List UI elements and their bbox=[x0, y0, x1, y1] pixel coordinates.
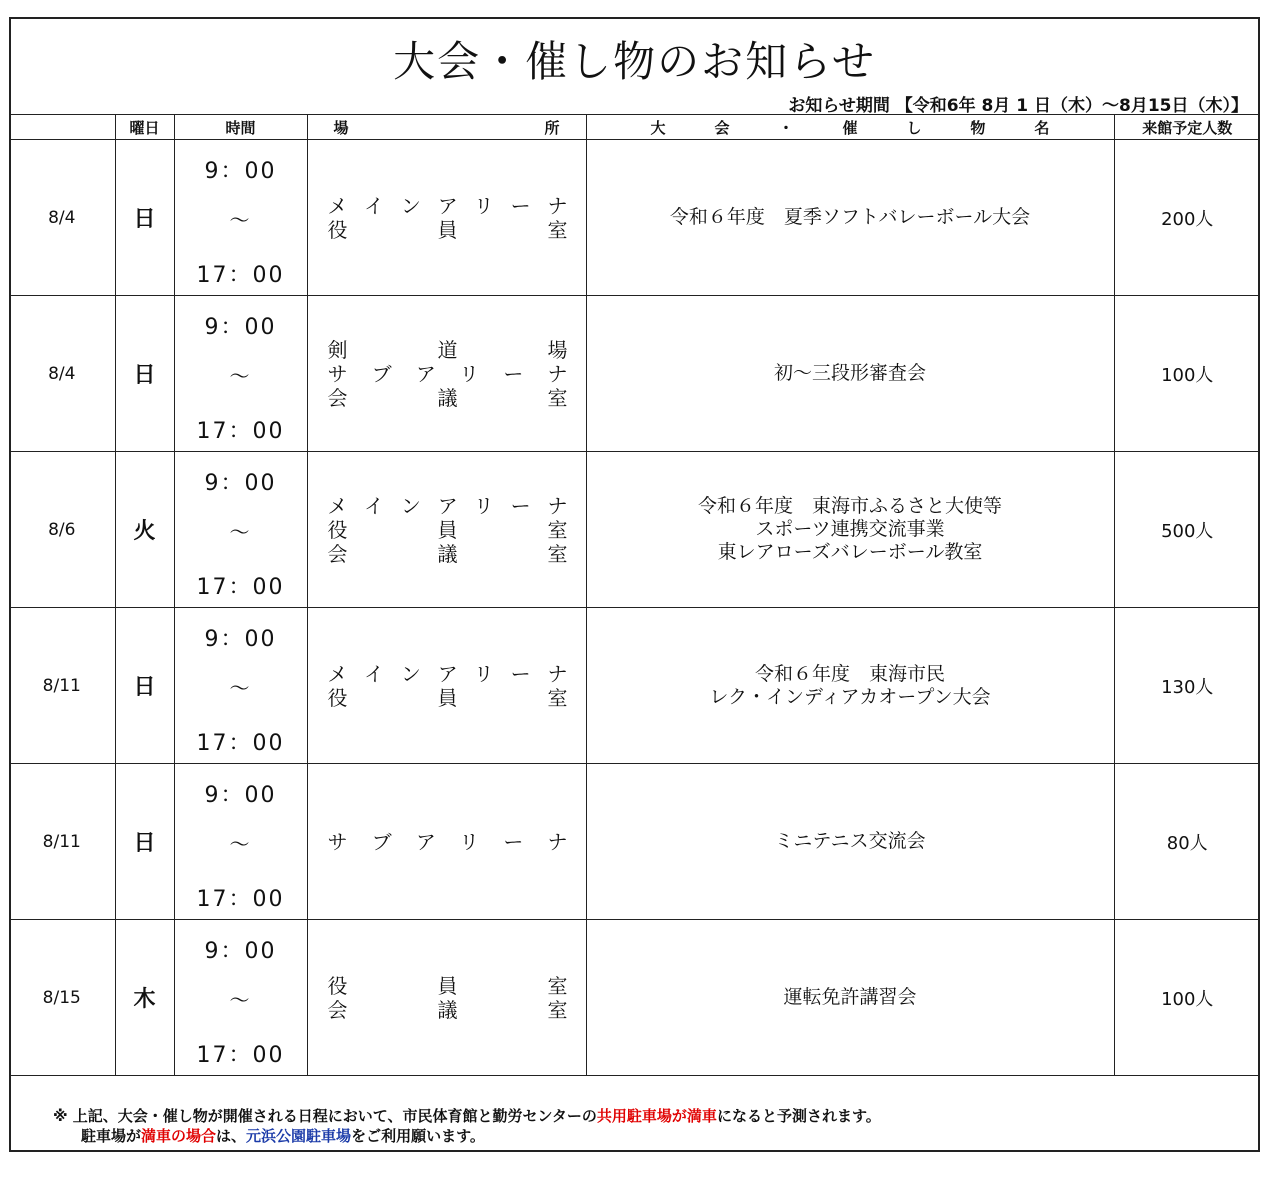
note-line-2: 駐車場が満車の場合は、元浜公園駐車場をご利用願います。 bbox=[81, 1127, 485, 1145]
time-cell bbox=[174, 764, 307, 920]
event-cell bbox=[586, 920, 1114, 1076]
time-range-tilde: ～ bbox=[229, 520, 252, 544]
header-event-char: 大 bbox=[650, 118, 666, 137]
time-cell bbox=[174, 452, 307, 608]
header-place bbox=[307, 115, 586, 140]
end-time: 17：00 bbox=[196, 419, 285, 444]
place-line: 会議室 bbox=[327, 385, 568, 410]
date-cell: 8/15 bbox=[9, 920, 115, 1076]
place-cell bbox=[307, 140, 586, 296]
time-cell bbox=[174, 920, 307, 1076]
table-row bbox=[9, 452, 1260, 608]
dow-cell: 日 bbox=[115, 296, 174, 452]
time-cell bbox=[174, 296, 307, 452]
header-count: 来館予定人数 bbox=[1114, 115, 1260, 140]
date-cell: 8/11 bbox=[9, 608, 115, 764]
event-line: スポーツ連携交流事業 bbox=[755, 518, 945, 540]
place-line: メインアリーナ bbox=[327, 193, 568, 218]
header-dow: 曜日 bbox=[115, 115, 174, 140]
end-time: 17：00 bbox=[196, 731, 285, 756]
count-cell: 80人 bbox=[1114, 764, 1260, 920]
place-line: 役員室 bbox=[327, 973, 568, 998]
date-cell: 8/11 bbox=[9, 764, 115, 920]
table-row bbox=[9, 608, 1260, 764]
note-highlight-red: 共用駐車場が満車 bbox=[596, 1107, 717, 1125]
place-line: サブアリーナ bbox=[327, 361, 568, 386]
table-row bbox=[9, 764, 1260, 920]
event-line: レク・インディアカオープン大会 bbox=[709, 685, 991, 708]
place-line: 役員室 bbox=[327, 217, 568, 242]
end-time: 17：00 bbox=[196, 887, 285, 912]
header-event-char: ・ bbox=[778, 118, 794, 137]
header-event-char: 催 bbox=[842, 118, 858, 137]
note-highlight-red: 満車の場合 bbox=[141, 1127, 217, 1145]
notice-period: お知らせ期間 【令和6年 8月 1 日（木）～8月15日（木）】 bbox=[788, 96, 1248, 116]
place-cell bbox=[307, 296, 586, 452]
dow-cell: 日 bbox=[115, 140, 174, 296]
header-place-b: 所 bbox=[544, 118, 560, 137]
event-cell bbox=[586, 140, 1114, 296]
header-event-char: し bbox=[906, 118, 922, 137]
end-time: 17：00 bbox=[196, 263, 285, 288]
header-event-char: 物 bbox=[970, 118, 986, 137]
event-cell bbox=[586, 608, 1114, 764]
event-line: 東レアローズバレーボール教室 bbox=[717, 541, 983, 563]
place-cell bbox=[307, 920, 586, 1076]
place-cell bbox=[307, 608, 586, 764]
event-cell bbox=[586, 764, 1114, 920]
table-row bbox=[9, 920, 1260, 1076]
time-range-tilde: ～ bbox=[229, 832, 252, 856]
end-time: 17：00 bbox=[196, 575, 285, 600]
time-range-tilde: ～ bbox=[229, 208, 252, 232]
note-highlight-blue: 元浜公園駐車場 bbox=[246, 1127, 352, 1145]
time-range-tilde: ～ bbox=[229, 676, 252, 700]
place-line: メインアリーナ bbox=[327, 493, 568, 518]
event-line: 令和６年度 東海市ふるさと大使等 bbox=[697, 495, 1002, 517]
start-time: 9：00 bbox=[204, 939, 277, 964]
event-line: 運転免許講習会 bbox=[783, 986, 917, 1008]
header-event bbox=[586, 115, 1114, 140]
header-event-char: 名 bbox=[1034, 118, 1050, 137]
dow-cell: 日 bbox=[115, 608, 174, 764]
count-cell: 500人 bbox=[1114, 452, 1260, 608]
dow-cell: 木 bbox=[115, 920, 174, 1076]
header-time: 時間 bbox=[174, 115, 307, 140]
note-line-1: ※ 上記、大会・催し物が開催される日程において、市民体育館と勤労センターの共用駐車場が満車になると予測されます。 bbox=[53, 1107, 881, 1125]
page-title: 大会・催し物のお知らせ bbox=[393, 37, 876, 86]
dow-cell: 火 bbox=[115, 452, 174, 608]
count-cell: 130人 bbox=[1114, 608, 1260, 764]
event-cell bbox=[586, 296, 1114, 452]
end-time: 17：00 bbox=[196, 1043, 285, 1068]
event-line: 令和６年度 夏季ソフトバレーボール大会 bbox=[669, 206, 1031, 228]
table-row bbox=[9, 296, 1260, 452]
start-time: 9：00 bbox=[204, 627, 277, 652]
start-time: 9：00 bbox=[204, 159, 277, 184]
start-time: 9：00 bbox=[204, 315, 277, 340]
dow-cell: 日 bbox=[115, 764, 174, 920]
event-line: ミニテニス交流会 bbox=[774, 830, 926, 852]
place-line: 役員室 bbox=[327, 685, 568, 710]
start-time: 9：00 bbox=[204, 471, 277, 496]
time-cell bbox=[174, 608, 307, 764]
place-line: 役員室 bbox=[327, 517, 568, 542]
place-line: 剣道場 bbox=[327, 337, 568, 362]
start-time: 9：00 bbox=[204, 783, 277, 808]
place-cell bbox=[307, 452, 586, 608]
date-cell: 8/4 bbox=[9, 296, 115, 452]
time-range-tilde: ～ bbox=[229, 364, 252, 388]
time-cell bbox=[174, 140, 307, 296]
place-line: 会議室 bbox=[327, 541, 568, 566]
events-table bbox=[9, 114, 1260, 1076]
parking-notes bbox=[53, 1106, 881, 1146]
event-cell bbox=[586, 452, 1114, 608]
place-cell bbox=[307, 764, 586, 920]
count-cell: 100人 bbox=[1114, 920, 1260, 1076]
event-line: 令和６年度 東海市民 bbox=[754, 662, 945, 685]
place-line: メインアリーナ bbox=[327, 661, 568, 686]
notice-sheet bbox=[9, 17, 1260, 1152]
date-cell: 8/4 bbox=[9, 140, 115, 296]
header-date bbox=[9, 115, 115, 140]
event-line: 初～三段形審査会 bbox=[773, 362, 926, 384]
header-event-char: 会 bbox=[714, 118, 730, 137]
count-cell: 200人 bbox=[1114, 140, 1260, 296]
table-row bbox=[9, 140, 1260, 296]
place-line: サブアリーナ bbox=[327, 829, 568, 854]
date-cell: 8/6 bbox=[9, 452, 115, 608]
count-cell: 100人 bbox=[1114, 296, 1260, 452]
place-line: 会議室 bbox=[327, 997, 568, 1022]
table-header-row bbox=[9, 115, 1260, 140]
time-range-tilde: ～ bbox=[229, 988, 252, 1012]
header-place-a: 場 bbox=[333, 118, 349, 137]
